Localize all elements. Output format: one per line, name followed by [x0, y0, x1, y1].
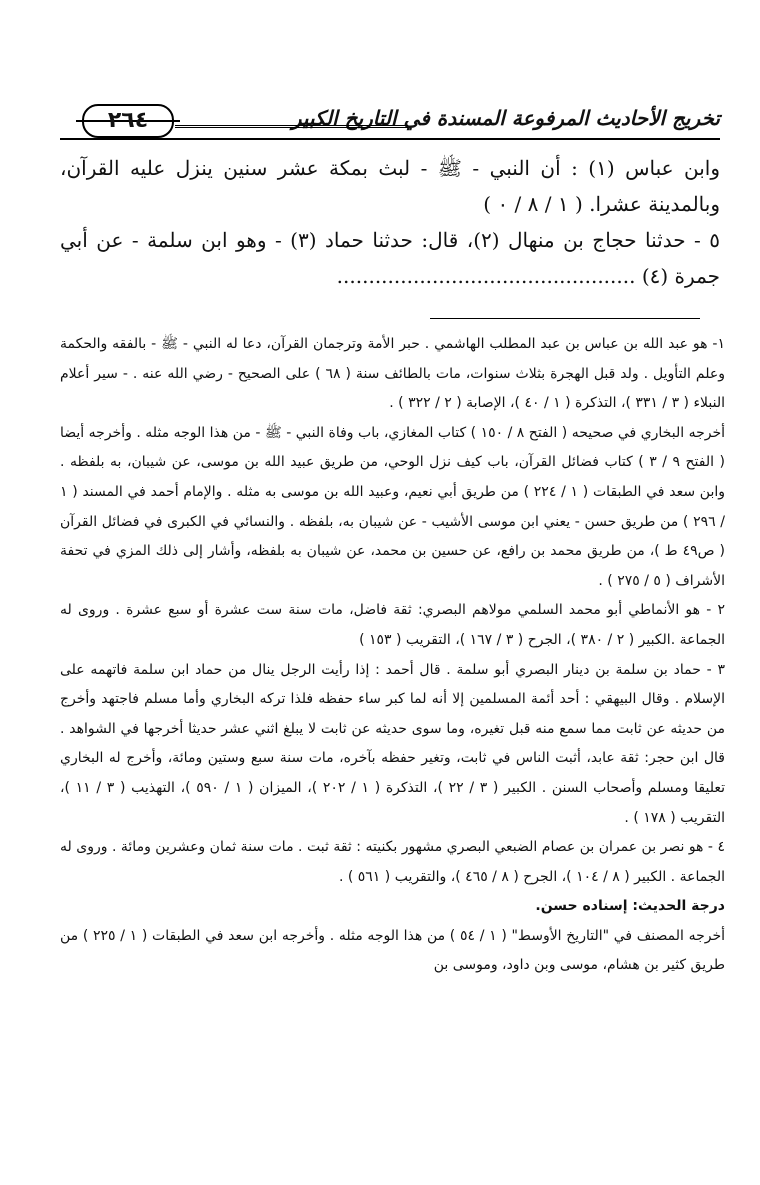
main-text: [60, 150, 720, 294]
footnote-separator: [430, 318, 700, 319]
header-rule: [175, 125, 408, 128]
running-title: تخريج الأحاديث المرفوعة المسندة في التاريخ الكبير: [291, 106, 720, 130]
footnote: ٢ - هو الأنماطي أبو محمد السلمي مولاهم البصري: ثقة فاضل، مات سنة ست عشرة أو سبع عشرة . وروى له الجماعة .الكبير ( ٢ / ٣٨٠ )، الجرح ( ٣ / ١٦٧ )، التقريب ( ١٥٣ ): [60, 602, 725, 648]
header-divider: [60, 138, 720, 140]
footnote: أخرجه المصنف في "التاريخ الأوسط" ( ١ / ٥٤ ) من هذا الوجه مثله . وأخرجه ابن سعد في الطبقات ( ١ / ٢٢٥ ) من طريق كثير بن هشام، موسى وبن داود، وموسى بن: [60, 927, 726, 974]
footnote: ١- هو عبد الله بن عباس بن عبد المطلب الهاشمي . حبر الأمة وترجمان القرآن، دعا له النبي - ﷺ - بالفقه والحكمة وعلم التأويل . ولد قبل الهجرة بثلاث سنوات، مات بالطائف سنة ( ٦٨ ) على الصحيح - رضي الله عنه . - سير أعلام النبلاء ( ٣ / ٣٣١ )، التذكرة ( ١ / ٤٠ )، الإصابة ( ٢ / ٣٢٢ ) .: [60, 336, 725, 412]
page-number: ٢٦٤: [82, 104, 174, 138]
main-paragraph: ٥ - حدثنا حجاج بن منهال (٢)، قال: حدثنا حماد (٣) - وهو ابن سلمة - عن أبي جمرة (٤) ...............................................: [60, 228, 720, 288]
footnotes: [60, 330, 725, 981]
footnote: أخرجه البخاري في صحيحه ( الفتح ٨ / ١٥٠ ) كتاب المغازي، باب وفاة النبي - ﷺ - من هذا الوجه مثله . وأخرجه أيضا ( الفتح ٩ / ٣ ) كتاب فضائل القرآن، باب كيف نزل الوحي، من طريق عبيد الله بن موسى، عن شيبان، به بلفظه . وابن سعد في الطبقات ( ١ / ٢٢٤ ) من طريق أبي نعيم، وعبيد الله بن موسى به مثله . والإمام أحمد في المسند ( ١ / ٢٩٦ ) من طريق حسن - يعني ابن موسى الأشيب - عن شيبان به، بلفظه . والنسائي في الكبرى في فضائل القرآن ( ص٤٩ ط )، من طريق محمد بن رافع، عن حسين بن محمد، عن شيبان به بلفظه، وأشار إلى ذلك المزي في تحفة الأشراف ( ٥ / ٢٧٥ ) .: [60, 424, 726, 589]
main-paragraph: وابن عباس (١) : أن النبي - ﷺ - لبث بمكة عشر سنين ينزل عليه القرآن، وبالمدينة عشرا. ( ١ / ٨ / ٠ ): [60, 156, 720, 216]
footnote: ٣ - حماد بن سلمة بن دينار البصري أبو سلمة . قال أحمد : إذا رأيت الرجل ينال من حماد ابن سلمة فاتهمه على الإسلام . وقال البيهقي : أحد أئمة المسلمين إلا أنه لما كبر ساء حفظه فلذا تركه البخاري وأما مسلم فاجتهد وأخرج من حديثه عن ثابت مما سمع منه قبل تغيره، وما سوى حديثه عن ثابت لا يبلغ اثني عشر حديثا أخرجها في الشواهد . قال ابن حجر: ثقة عابد، أثبت الناس في ثابت، وتغير حفظه بآخره، مات سنة سبع وستين ومائة، وأخرج له البخاري تعليقا ومسلم وأصحاب السنن . الكبير ( ٣ / ٢٢ )، التذكرة ( ١ / ٢٠٢ )، الميزان ( ١ / ٥٩٠ )، التهذيب ( ٣ / ١١ )، التقريب ( ١٧٨ ) .: [60, 661, 725, 826]
footnote: ٤ - هو نصر بن عمران بن عصام الضبعي البصري مشهور بكنيته : ثقة ثبت . مات سنة ثمان وعشرين ومائة . وروى له الجماعة . الكبير ( ٨ / ١٠٤ )، الجرح ( ٨ / ٤٦٥ )، والتقريب ( ٥٦١ ) .: [60, 839, 725, 885]
hadith-grade: درجة الحديث: إسناده حسن.: [535, 898, 725, 915]
page-header: [60, 100, 720, 140]
